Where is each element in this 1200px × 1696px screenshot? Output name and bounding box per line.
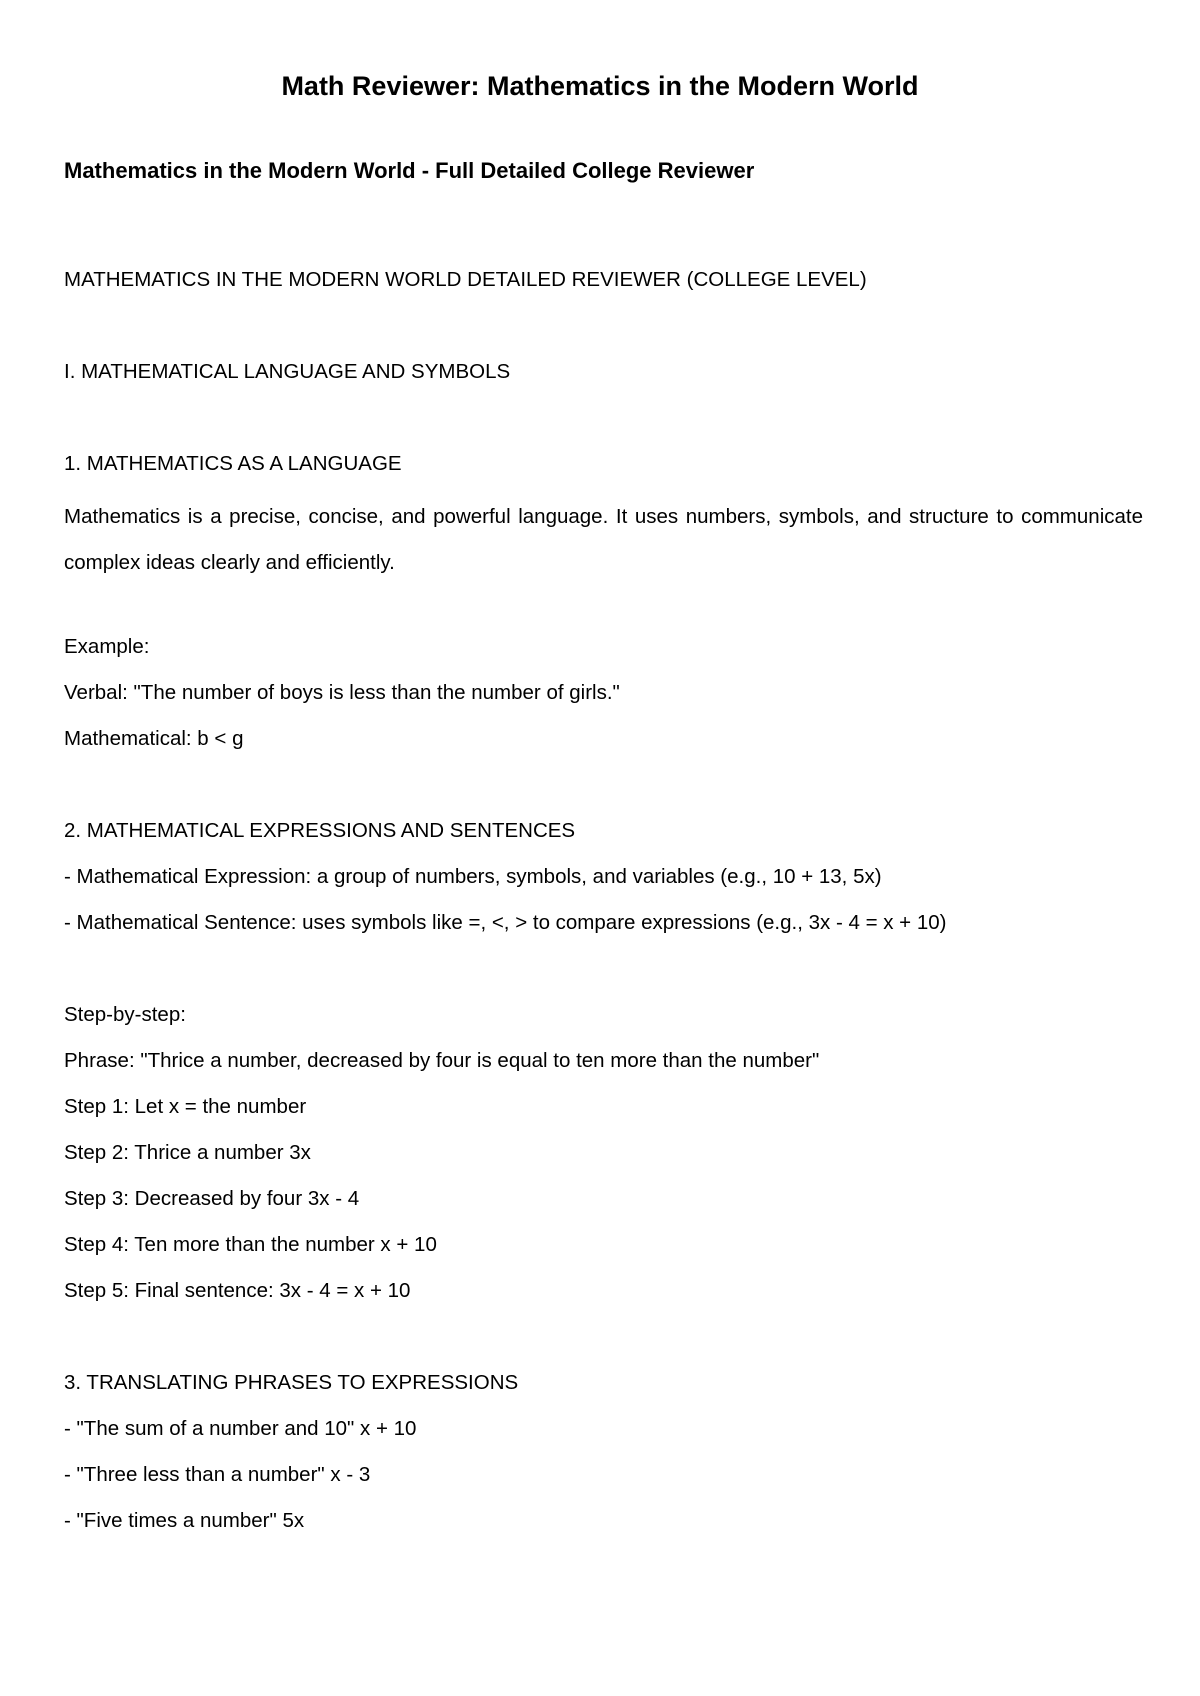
translation-item: - "Five times a number" 5x: [64, 1509, 305, 1532]
sentence-definition: - Mathematical Sentence: uses symbols like =, <, > to compare expressions (e.g., 3x - 4 = x + 10): [64, 911, 947, 934]
steps-label: Step-by-step:: [64, 1003, 186, 1026]
section-heading: I. MATHEMATICAL LANGUAGE AND SYMBOLS: [64, 360, 511, 383]
document-title: Math Reviewer: Mathematics in the Modern World: [281, 71, 919, 101]
document-subtitle: Mathematics in the Modern World - Full Detailed College Reviewer: [64, 158, 755, 183]
topic-2-heading: 2. MATHEMATICAL EXPRESSIONS AND SENTENCES: [64, 819, 576, 842]
translation-item: - "Three less than a number" x - 3: [64, 1463, 371, 1486]
example-mathematical: Mathematical: b < g: [64, 727, 244, 750]
example-label: Example:: [64, 635, 150, 658]
phrase-example: Phrase: "Thrice a number, decreased by four is equal to ten more than the number": [64, 1049, 820, 1072]
expression-definition: - Mathematical Expression: a group of numbers, symbols, and variables (e.g., 10 + 13, 5x): [64, 865, 882, 888]
step-item: Step 5: Final sentence: 3x - 4 = x + 10: [64, 1279, 411, 1302]
step-item: Step 2: Thrice a number 3x: [64, 1141, 311, 1164]
topic-3-heading: 3. TRANSLATING PHRASES TO EXPRESSIONS: [64, 1371, 519, 1394]
step-item: Step 1: Let x = the number: [64, 1095, 307, 1118]
step-item: Step 3: Decreased by four 3x - 4: [64, 1187, 360, 1210]
example-verbal: Verbal: "The number of boys is less than the number of girls.": [64, 681, 620, 704]
translation-item: - "The sum of a number and 10" x + 10: [64, 1417, 417, 1440]
topic-1-paragraph: Mathematics is a precise, concise, and powerful language. It uses numbers, symbols, and structure to communicate complex ideas clearly and efficiently.: [64, 505, 1143, 574]
step-item: Step 4: Ten more than the number x + 10: [64, 1233, 437, 1256]
reviewer-heading: MATHEMATICS IN THE MODERN WORLD DETAILED REVIEWER (COLLEGE LEVEL): [64, 268, 867, 291]
topic-1-heading: 1. MATHEMATICS AS A LANGUAGE: [64, 452, 402, 475]
